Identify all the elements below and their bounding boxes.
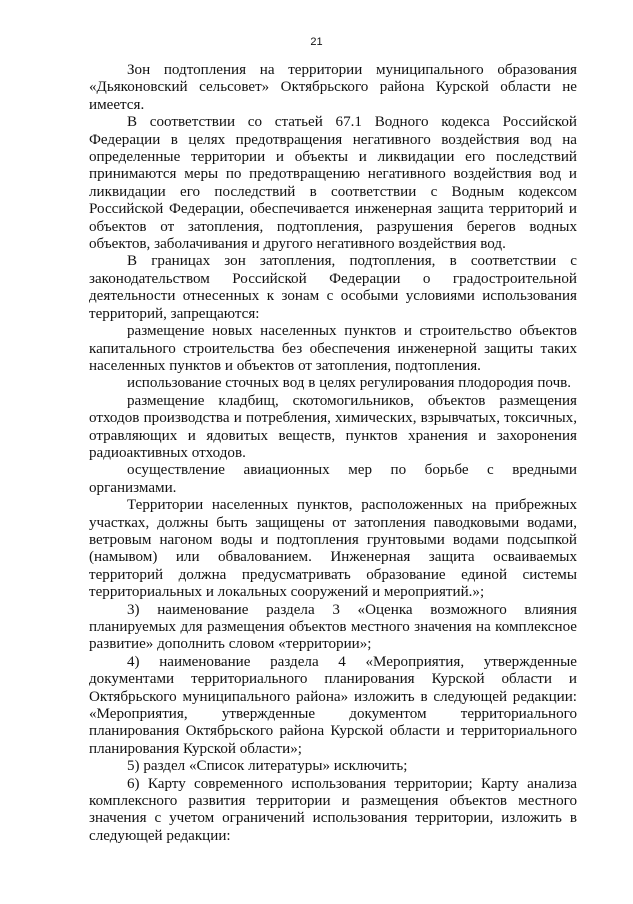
numbered-item: 6) Карту современного использования территории; Карту анализа комплексного развития территории и размещения объектов местного значения с учетом ограничений использования территории, изложить в следующей редакции: [89,775,577,844]
list-item: осуществление авиационных мер по борьбе с вредными организмами. [89,462,577,496]
numbered-item: 5) раздел «Список литературы» исключить; [127,758,408,775]
numbered-item: 3) наименование раздела 3 «Оценка возможного влияния планируемых для размещения объектов местного значения на комплексное развитие» дополнить словом «территории»; [89,601,577,653]
page-number: 21 [310,36,323,48]
list-item: размещение новых населенных пунктов и строительство объектов капитального строительства без обеспечения инженерной защиты таких населенных пунктов и объектов от затопления, подтопления. [89,323,577,374]
list-item: размещение кладбищ, скотомогильников, объектов размещения отходов производства и потребления, химических, взрывчатых, токсичных, отравляющих и ядовитых веществ, пунктов хранения и захоронения радиоактивных отходов. [89,392,577,461]
numbered-item: 4) наименование раздела 4 «Мероприятия, утвержденные документами территориального планирования Курской области и Октябрьского муниципального района» изложить в следующей редакции: «Мероприятия, утвержденные документом территориального планирования Октябрьского района Курской области и территориального планирования Курской области»; [89,653,577,757]
document-body [89,62,577,845]
paragraph: Зон подтопления на территории муниципального образования «Дьяконовский сельсовет» Октябрьского района Курской области не имеется. [89,62,577,113]
paragraph: В соответствии со статьей 67.1 Водного кодекса Российской Федерации в целях предотвращения негативного воздействия вод на определенные территории и объекты и ликвидации его последствий принимаются меры по предотвращению негативного воздействия вод и ликвидации его последствий в соответствии с Водным кодексом Российской Федерации, обеспечивается инженерная защита территорий и объектов от затопления, подтопления, разрушения берегов водных объектов, заболачивания и другого негативного воздействия вод. [89,114,577,253]
list-item: использование сточных вод в целях регулирования плодородия почв. [127,375,572,392]
paragraph: В границах зон затопления, подтопления, в соответствии с законодательством Российской Федерации о градостроительной деятельности отнесенных к зонам с особыми условиями использования территорий, запрещаются: [89,253,577,322]
paragraph: Территории населенных пунктов, расположенных на прибрежных участках, должны быть защищены от затопления паводковыми водами, ветровым нагоном воды и подтопления грунтовыми водами подсыпкой (намывом) или обвалованием. Инженерная защита осваиваемых территорий должна предусматривать образование единой системы территориальных и локальных сооружений и мероприятий.»; [89,497,577,601]
